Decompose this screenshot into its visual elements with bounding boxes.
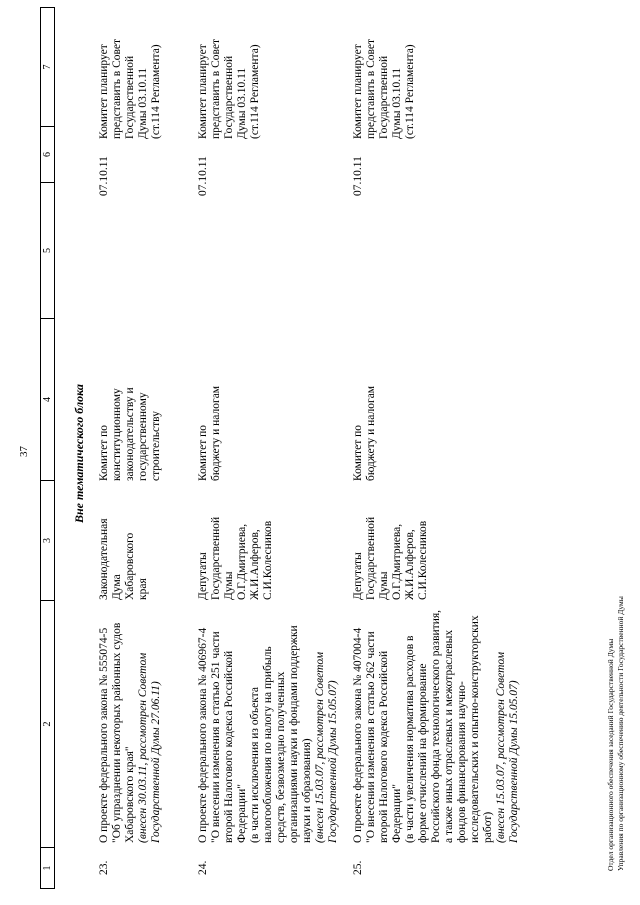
bill-title-line: организациями науки и фондами поддержки xyxy=(288,625,300,843)
initiator-line: Думы xyxy=(378,571,390,600)
initiator xyxy=(197,510,275,600)
note-line: (ст.114 Регламента) xyxy=(404,44,416,139)
bill-title-line: (в части увеличения норматива расходов в xyxy=(404,635,416,843)
bill-title-line: форме отчислений на формирование xyxy=(417,663,429,843)
initiator-line: С.И.Колесников xyxy=(417,520,429,600)
initiator-line: Депутаты xyxy=(197,552,209,600)
bill-title-line: О проекте федерального закона № 407004-4 xyxy=(352,627,364,843)
committee xyxy=(352,361,378,481)
bill-title-line: "Об упразднении некоторых районных судов xyxy=(111,622,123,843)
initiator-line: О.Г.Дмитриева, xyxy=(236,523,248,600)
committee-line: бюджету и налогам xyxy=(210,385,222,481)
footer-line: Управления по организационному обеспечению деятельности Государственной Думы xyxy=(616,596,625,871)
row-number: 23. xyxy=(98,860,110,875)
initiator-line: Государственной xyxy=(365,516,377,600)
committee xyxy=(197,361,223,481)
date: 07.10.11 xyxy=(352,156,364,196)
initiator-line: О.Г.Дмитриева, xyxy=(391,523,403,600)
column-header-6: 6 xyxy=(41,127,55,183)
column-header-5: 5 xyxy=(41,183,55,319)
initiator-line: края xyxy=(137,578,149,600)
bill-title-line: средств, безвозмездно полученных xyxy=(275,671,287,843)
section-title: Вне тематического блока xyxy=(72,384,86,523)
committee-line: государственному xyxy=(137,392,149,481)
bill-title-line: О проекте федерального закона № 555074-5 xyxy=(98,627,110,843)
note-line: Думы 03.10.11 xyxy=(236,67,248,139)
note-line: представить в Совет xyxy=(210,38,222,139)
note-line: представить в Совет xyxy=(111,38,123,139)
bill-title-line: "О внесении изменения в статью 251 части xyxy=(210,631,222,843)
note xyxy=(352,29,417,139)
bill-title-line: О проекте федерального закона № 406967-4 xyxy=(197,627,209,843)
initiator-line: Государственной xyxy=(210,516,222,600)
bill-title-line: Федерации" xyxy=(391,783,403,843)
column-header-1: 1 xyxy=(41,848,55,889)
bill-status-line: Государственной Думы 15.05.07) xyxy=(508,680,520,843)
committee-line: конституционному xyxy=(111,388,123,481)
committee-line: Комитет по xyxy=(352,425,364,481)
bill-title-line: второй Налогового кодекса Российской xyxy=(223,650,235,843)
row-number: 24. xyxy=(197,860,209,875)
bill-title xyxy=(197,603,340,843)
initiator xyxy=(352,510,430,600)
note-line: Комитет планирует xyxy=(197,44,209,139)
bill-title-line: "О внесении изменения в статью 262 части xyxy=(365,631,377,843)
bill-title-line: Хабаровского края" xyxy=(124,746,136,843)
page-number: 37 xyxy=(18,446,30,457)
note xyxy=(98,29,163,139)
initiator-line: Депутаты xyxy=(352,552,364,600)
column-header-row xyxy=(41,8,55,889)
bill-title-line: исследовательских и опытно-конструкторских xyxy=(469,615,481,843)
bill-status-line: Государственной Думы 27.06.11) xyxy=(150,681,162,843)
committee-line: Комитет по xyxy=(197,425,209,481)
bill-title-line: Федерации" xyxy=(236,783,248,843)
bill-title-line: налогообложения по налогу на прибыль xyxy=(262,646,274,843)
initiator-line: Дума Хабаровского xyxy=(111,532,136,600)
note-line: Государственной xyxy=(223,55,235,139)
bill-title-line: науки и образования) xyxy=(301,738,313,843)
note xyxy=(197,29,262,139)
row-number: 25. xyxy=(352,860,364,875)
note-line: Государственной xyxy=(124,55,136,139)
note-line: (ст.114 Регламента) xyxy=(249,44,261,139)
bill-status-line: (внесен 15.03.07, рассмотрен Советом xyxy=(314,651,326,843)
bill-status-line: (внесен 15.03.07, рассмотрен Советом xyxy=(495,651,507,843)
note-line: Комитет планирует xyxy=(98,44,110,139)
note-line: Государственной xyxy=(378,55,390,139)
column-header-3: 3 xyxy=(41,481,55,601)
bill-status-line: (внесен 30.03.11, рассмотрен Советом xyxy=(137,652,149,843)
note-line: (ст.114 Регламента) xyxy=(150,44,162,139)
initiator-line: Ж.И.Алферов, xyxy=(404,529,416,600)
committee-line: бюджету и налогам xyxy=(365,385,377,481)
initiator-line: Думы xyxy=(223,571,235,600)
initiator-line: Законодательная xyxy=(98,518,110,600)
date: 07.10.11 xyxy=(197,156,209,196)
committee xyxy=(98,361,163,481)
bill-title-line: второй Налогового кодекса Российской xyxy=(378,650,390,843)
bill-title-line: работ) xyxy=(482,811,494,843)
initiator-line: С.И.Колесников xyxy=(262,520,274,600)
footer-line: Отдел организационного обеспечения заседаний Государственной Думы xyxy=(606,638,615,871)
bill-title xyxy=(352,603,521,843)
column-header-2: 2 xyxy=(41,601,55,848)
column-header-table xyxy=(40,7,55,889)
bill-title-line: фондов финансирования научно- xyxy=(456,681,468,843)
bill-title-line: (в части исключения из объекта xyxy=(249,687,261,843)
note-line: представить в Совет xyxy=(365,38,377,139)
column-header-4: 4 xyxy=(41,319,55,481)
note-line: Думы 03.10.11 xyxy=(391,67,403,139)
initiator-line: Ж.И.Алферов, xyxy=(249,529,261,600)
bill-title-line: а также иных отраслевых и межотраслевых xyxy=(443,629,455,843)
note-line: Думы 03.10.11 xyxy=(137,67,149,139)
initiator xyxy=(98,510,150,600)
committee-line: строительству xyxy=(150,411,162,481)
note-line: Комитет планирует xyxy=(352,44,364,139)
committee-line: законодательству и xyxy=(124,387,136,481)
committee-line: Комитет по xyxy=(98,425,110,481)
date: 07.10.11 xyxy=(98,156,110,196)
bill-status-line: Государственной Думы 15.05.07) xyxy=(327,680,339,843)
bill-title-line: Российского фонда технологического развития, xyxy=(430,609,442,843)
bill-title xyxy=(98,603,163,843)
column-header-7: 7 xyxy=(41,8,55,127)
